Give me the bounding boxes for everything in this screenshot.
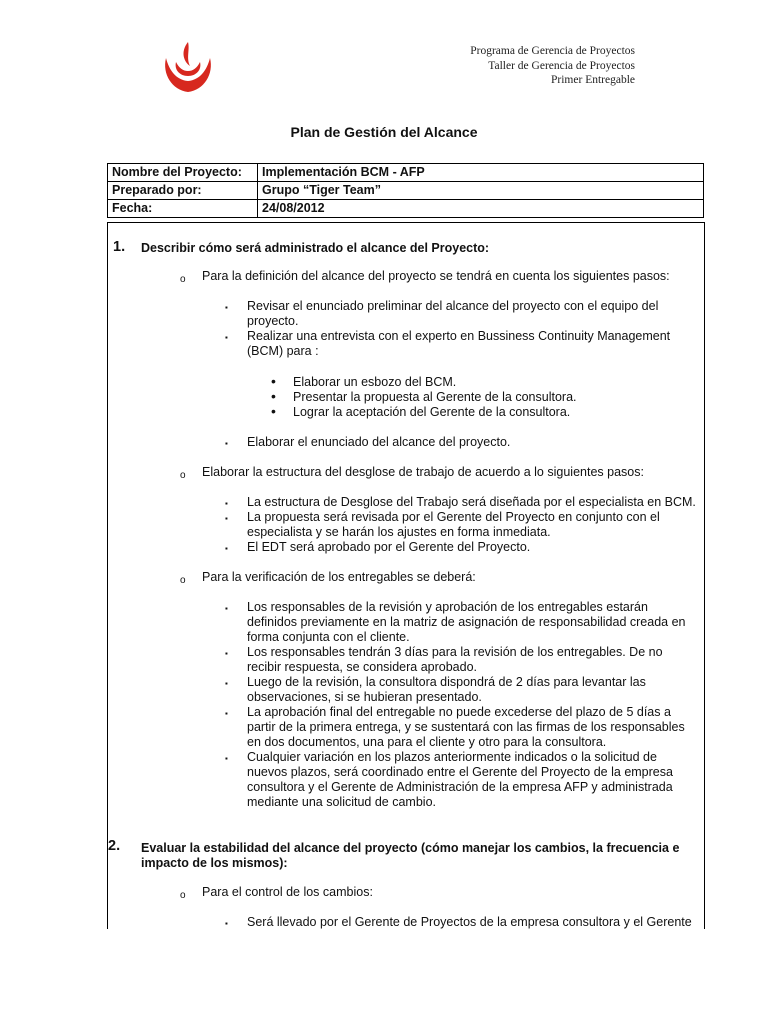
list-item: Presentar la propuesta al Gerente de la consultora. [293,390,577,404]
circle-bullet-icon: o [180,274,186,285]
step-a-text: Para la definición del alcance del proyecto se tendrá en cuenta los siguientes pasos: [202,269,670,283]
square-bullet-icon: ▪ [225,649,228,658]
square-bullet-icon: ▪ [225,604,228,613]
list-item: especialista y se harán los ajustes en forma inmediata. [247,525,551,539]
table-row [108,164,704,182]
round-bullet-icon: • [271,388,276,404]
list-item: forma conjunta con el cliente. [247,630,410,644]
square-bullet-icon: ▪ [225,333,228,342]
list-item: definidos previamente en la matriz de asignación de responsabilidad creada en [247,615,686,629]
circle-bullet-icon: o [180,890,186,901]
program-name: Programa de Gerencia de Proyectos [470,45,635,57]
scope-content-box [107,222,705,929]
section-2-title-cont: impacto de los mismos): [141,856,288,870]
university-logo [160,40,216,96]
square-bullet-icon: ▪ [225,709,228,718]
project-name-value: Implementación BCM - AFP [258,164,704,182]
date-label: Fecha: [108,200,258,218]
list-item: Luego de la revisión, la consultora dispondrá de 2 días para levantar las [247,675,646,689]
square-bullet-icon: ▪ [225,303,228,312]
list-item: consultora y el Gerente de Administración de la empresa AFP y administrada [247,780,673,794]
square-bullet-icon: ▪ [225,439,228,448]
step-c-text: Para la verificación de los entregables se deberá: [202,570,476,584]
list-item: mediante una solicitud de cambio. [247,795,437,809]
list-item: La aprobación final del entregable no puede excederse del plazo de 5 días a [247,705,671,719]
list-item: Lograr la aceptación del Gerente de la consultora. [293,405,571,419]
square-bullet-icon: ▪ [225,544,228,553]
section-2-number: 2. [108,838,121,854]
list-item: observaciones, si se hubieran presentado. [247,690,482,704]
circle-bullet-icon: o [180,470,186,481]
square-bullet-icon: ▪ [225,754,228,763]
deliverable-name: Primer Entregable [551,74,635,86]
list-item: Será llevado por el Gerente de Proyectos de la empresa consultora y el Gerente [247,915,692,929]
page-title: Plan de Gestión del Alcance [290,124,478,140]
round-bullet-icon: • [271,373,276,389]
list-item: nuevos plazos, será coordinado entre el Gerente del Proyecto de la empresa [247,765,673,779]
step-2a-text: Para el control de los cambios: [202,885,373,899]
square-bullet-icon: ▪ [225,679,228,688]
table-row [108,200,704,218]
project-name-label: Nombre del Proyecto: [108,164,258,182]
prepared-by-value: Grupo “Tiger Team” [258,182,704,200]
list-item: Cualquier variación en los plazos anteriormente indicados o la solicitud de [247,750,657,764]
square-bullet-icon: ▪ [225,514,228,523]
list-item: en dos documentos, una para el cliente y otro para la consultora. [247,735,607,749]
section-1-number: 1. [113,239,126,255]
project-info-table [107,163,704,218]
list-item: Revisar el enunciado preliminar del alcance del proyecto con el equipo del [247,299,659,313]
document-header [470,44,635,88]
date-value: 24/08/2012 [258,200,704,218]
prepared-by-label: Preparado por: [108,182,258,200]
round-bullet-icon: • [271,403,276,419]
list-item: Los responsables tendrán 3 días para la revisión de los entregables. De no [247,645,663,659]
list-item: La propuesta será revisada por el Gerente del Proyecto en conjunto con el [247,510,660,524]
section-1-title: Describir cómo será administrado el alcance del Proyecto: [141,241,490,255]
step-b-text: Elaborar la estructura del desglose de trabajo de acuerdo a lo siguientes pasos: [202,465,644,479]
list-item: El EDT será aprobado por el Gerente del Proyecto. [247,540,531,554]
list-item: Realizar una entrevista con el experto en Bussiness Continuity Management [247,329,671,343]
circle-bullet-icon: o [180,575,186,586]
list-item: recibir respuesta, se considera aprobado. [247,660,477,674]
square-bullet-icon: ▪ [225,919,228,928]
list-item: (BCM) para : [247,344,319,358]
workshop-name: Taller de Gerencia de Proyectos [488,59,635,72]
section-2-title: Evaluar la estabilidad del alcance del proyecto (cómo manejar los cambios, la frecuencia e [141,841,680,855]
list-item: Los responsables de la revisión y aprobación de los entregables estarán [247,600,648,614]
list-item: proyecto. [247,314,299,328]
list-item: Elaborar un esbozo del BCM. [293,375,457,389]
square-bullet-icon: ▪ [225,499,228,508]
list-item: La estructura de Desglose del Trabajo será diseñada por el especialista en BCM. [247,495,696,509]
list-item: Elaborar el enunciado del alcance del proyecto. [247,435,511,449]
list-item: partir de la primera entrega, y se sustentará con las firmas de los responsables [247,720,685,734]
table-row [108,182,704,200]
